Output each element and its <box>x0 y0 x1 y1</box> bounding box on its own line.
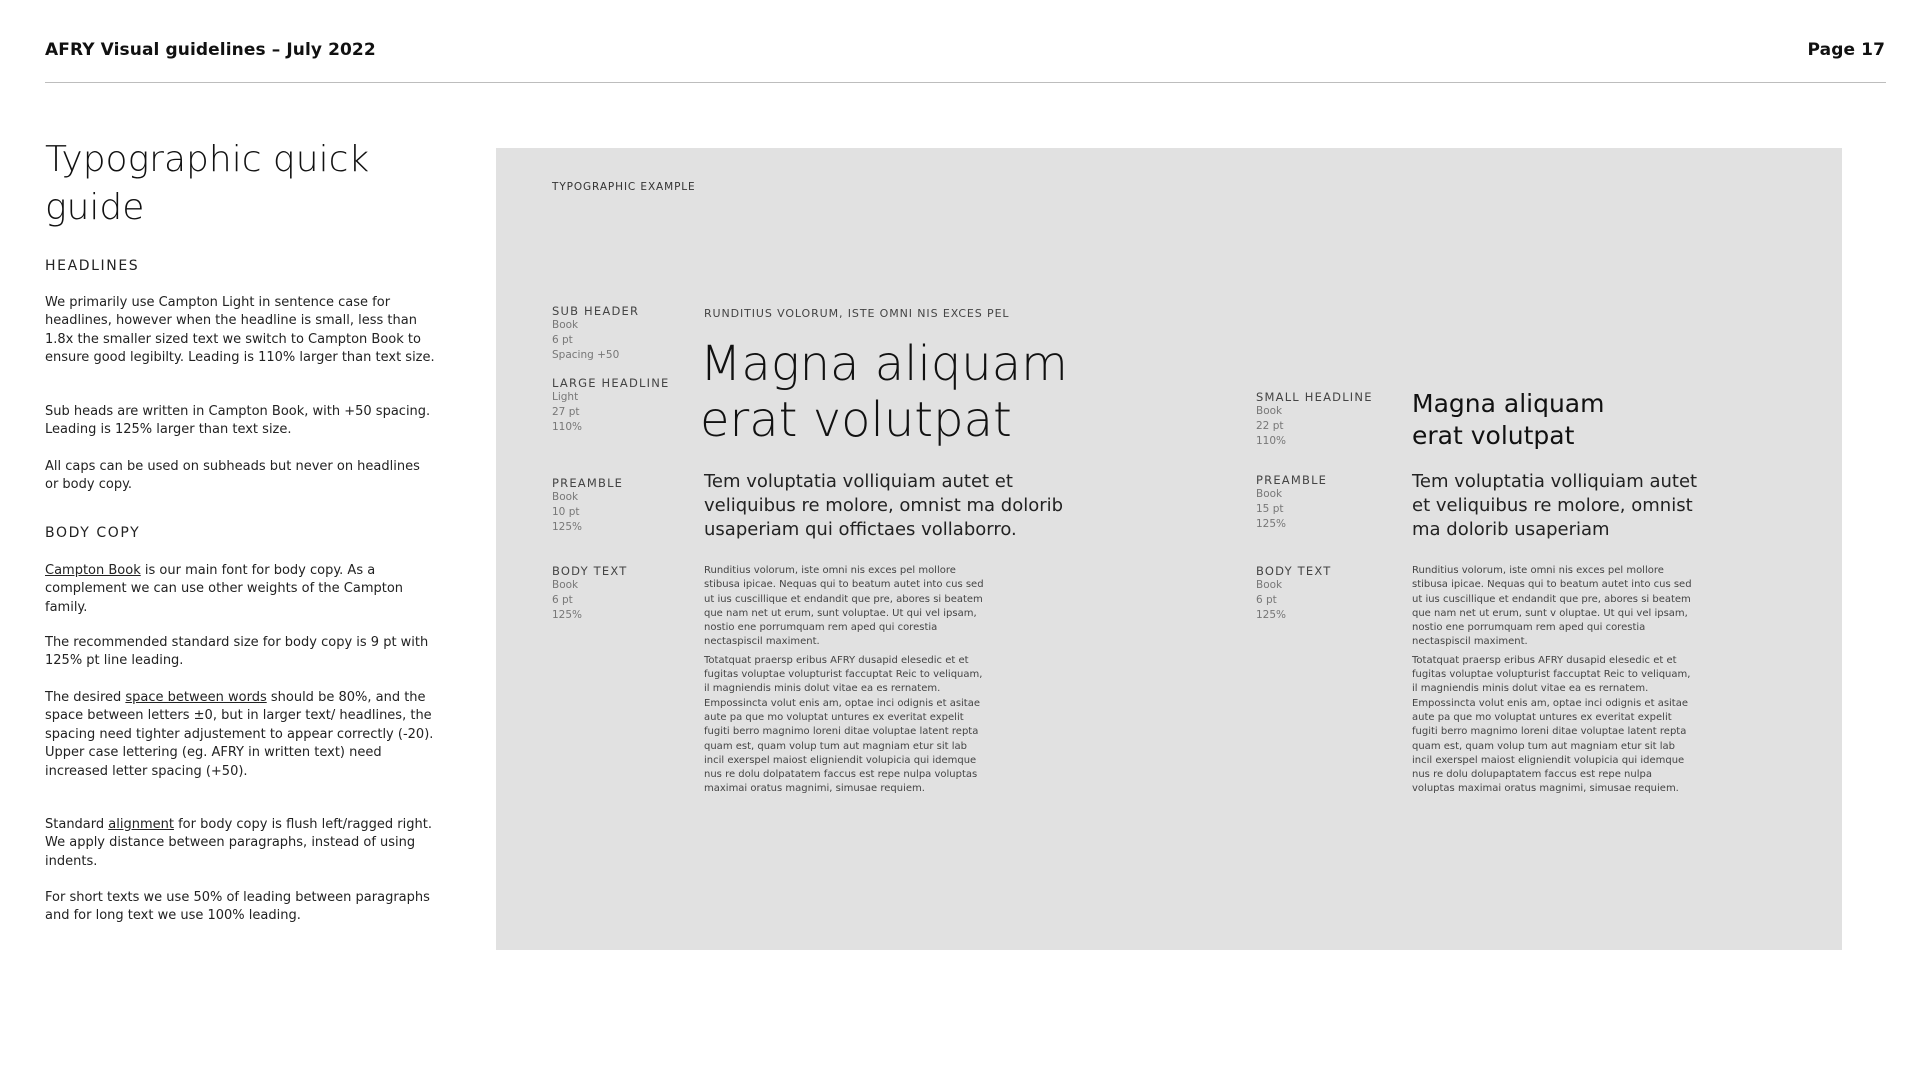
spec-line: 15 pt <box>1256 503 1284 515</box>
body-text-3-pre: The desired <box>45 690 126 705</box>
headlines-paragraph-3 <box>45 458 435 495</box>
body-text-4-rest: for body copy is flush left/ragged right. We apply distance between paragraphs, instead of using indents. <box>45 817 432 869</box>
spec-line: 110% <box>1256 435 1287 447</box>
spec-line: 10 pt <box>552 506 580 518</box>
body-copy-heading: BODY COPY <box>45 525 141 541</box>
headlines-text-2: Sub heads are written in Campton Book, with +50 spacing. Leading is 125% larger than text size. <box>45 404 431 438</box>
spec-line: 27 pt <box>552 406 580 418</box>
panel-eyebrow: TYPOGRAPHIC EXAMPLE <box>552 181 696 193</box>
page-title: Typographic quick guide <box>45 139 370 228</box>
headline-line-1: Magna aliquam <box>700 336 1068 392</box>
headline-line-2: erat volutpat <box>1412 421 1575 450</box>
spec-line: Book <box>552 579 579 591</box>
spec-preamble <box>552 476 623 535</box>
body-text-1: is our main font for body copy. As a complement we can use other weights of the Campton family. <box>45 563 404 615</box>
spec-line: 6 pt <box>1256 594 1277 606</box>
sample-sub-header: RUNDITIUS VOLORUM, ISTE OMNI NIS EXCES PEL <box>704 307 1010 320</box>
headlines-text-1: We primarily use Campton Light in sentence case for headlines, however when the headline is small, less than 1.8x the smaller sized text we switch to Campton Book to ensure good legibilty. Leading is 110% larger than text size. <box>45 295 435 366</box>
spec-line: Book <box>1256 579 1283 591</box>
campton-book-link[interactable]: Campton Book <box>45 563 141 578</box>
sample-body-text <box>704 564 989 801</box>
spec-line: 110% <box>552 421 583 433</box>
body-paragraph: Runditius volorum, iste omni nis exces pel mollore stibusa ipicae. Nequas qui to beatum autet into cus sed ut ius cuscillique et endandit que pre, abores si beatem que nam net ut erum, sunt v oluptae. Ut qui vel ipsam, nostio ene porrumquam rem aped qui corestia nectaspiscil maximent. <box>1412 565 1692 648</box>
headline-line-1: Magna aliquam <box>1412 389 1605 418</box>
space-between-words-link[interactable]: space between words <box>125 690 267 705</box>
page-number: Page 17 <box>1807 40 1885 60</box>
sample-small-headline <box>1412 388 1672 452</box>
spec-large-headline <box>552 376 669 435</box>
body-text-3-rest: should be 80%, and the space between letters ±0, but in larger text/ headlines, the spacing need tighter adjustement to appear correctly (-20). Upper case lettering (eg. AFRY in written text) need increased letter spacing (+50). <box>45 690 434 779</box>
spec-label: BODY TEXT <box>552 564 628 578</box>
spec-label: SUB HEADER <box>552 304 640 318</box>
body-paragraph-2 <box>45 634 435 671</box>
sample-large-headline <box>700 336 1140 448</box>
sample-preamble: Tem voluptatia volliquiam autet et veliquibus re molore, omnist ma dolorib usaperiam qui offictaes vollaborro. <box>704 471 1064 540</box>
spec-line: 125% <box>552 521 583 533</box>
headlines-text-3: All caps can be used on subheads but never on headlines or body copy. <box>45 459 420 493</box>
spec-line: Light <box>552 391 579 403</box>
spec-line: Book <box>1256 488 1283 500</box>
spec-line: 22 pt <box>1256 420 1284 432</box>
sample-body-text-right <box>1412 564 1697 801</box>
body-text-4-pre: Standard <box>45 817 109 832</box>
spec-small-headline <box>1256 390 1373 449</box>
spec-label: PREAMBLE <box>1256 473 1328 487</box>
spec-line: Book <box>1256 405 1283 417</box>
spec-line: Book <box>552 491 579 503</box>
body-paragraph-5 <box>45 889 435 926</box>
header-divider <box>45 82 1886 83</box>
spec-body-text <box>552 564 627 623</box>
spec-line: 6 pt <box>552 334 573 346</box>
headline-line-2: erat volutpat <box>700 392 1012 448</box>
spec-line: 125% <box>552 609 583 621</box>
body-text-5: For short texts we use 50% of leading between paragraphs and for long text we use 100% leading. <box>45 890 430 924</box>
spec-sub-header <box>552 304 639 363</box>
body-paragraph-3 <box>45 689 435 781</box>
spec-label: LARGE HEADLINE <box>552 376 670 390</box>
spec-body-text-right <box>1256 564 1331 623</box>
spec-line: 125% <box>1256 518 1287 530</box>
sample-preamble-right: Tem voluptatia volliquiam autet et veliquibus re molore, omnist ma dolorib usaperiam <box>1412 471 1698 540</box>
headlines-paragraph-1 <box>45 294 435 368</box>
headlines-heading: HEADLINES <box>45 258 140 274</box>
spec-label: BODY TEXT <box>1256 564 1332 578</box>
spec-line: 125% <box>1256 609 1287 621</box>
body-text-2: The recommended standard size for body copy is 9 pt with 125% pt line leading. <box>45 635 429 669</box>
spec-line: 6 pt <box>552 594 573 606</box>
typographic-example-panel <box>496 148 1842 950</box>
body-paragraph: Totatquat praersp eribus AFRY dusapid elesedic et et fugitas voluptae volupturist faccuptat Reic to veliquam, il magniendis minis dolut vitae ea es rernatem. Empossincta volut enis am, optae inci odignis et asitae aute pa que mo voluptat untures ex everitat expelit fugiti berro magnimo loreni ditae voluptae latent repta quam est, quam volup tum aut magniam etur sit lab incil exerspel maiost eligniendit volupicia qui idemque nus re dolu dolpatatem faccus est repe nulpa voluptas maximai oratus magnimi, simusae requiem. <box>704 654 983 795</box>
document-title: AFRY Visual guidelines – July 2022 <box>45 40 376 60</box>
spec-label: SMALL HEADLINE <box>1256 390 1373 404</box>
spec-line: Spacing +50 <box>552 349 620 361</box>
body-paragraph: Totatquat praersp eribus AFRY dusapid elesedic et et fugitas voluptae volupturist faccuptat Reic to veliquam, il magniendis minis dolut vitae ea es rernatem. Empossincta volut enis am, optae inci odignis et asitae aute pa que mo voluptat untures ex everitat expelit fugiti berro magnimo loreni ditae voluptae latent repta quam est, quam volup tum aut magniam etur sit lab incil exerspel maiost eligniendit volupicia qui idemque nus re dolu dolupaptatem faccus est repe nulpa voluptas maximai oratus magnimi, simusae requiem. <box>1412 654 1691 795</box>
body-paragraph-4 <box>45 816 435 871</box>
spec-line: Book <box>552 319 579 331</box>
body-paragraph: Runditius volorum, iste omni nis exces pel mollore stibusa ipicae. Nequas qui to beatum autet into cus sed ut ius cuscillique et endandit que pre, abores si beatem que nam net ut erum, sunt voluptae. Ut qui vel ipsam, nostio ene porrumquam rem aped qui corestia nectaspiscil maximent. <box>704 565 984 648</box>
headlines-paragraph-2 <box>45 403 435 440</box>
body-paragraph-1 <box>45 562 435 617</box>
alignment-link[interactable]: alignment <box>108 817 174 832</box>
spec-preamble-right <box>1256 473 1327 532</box>
spec-label: PREAMBLE <box>552 476 624 490</box>
